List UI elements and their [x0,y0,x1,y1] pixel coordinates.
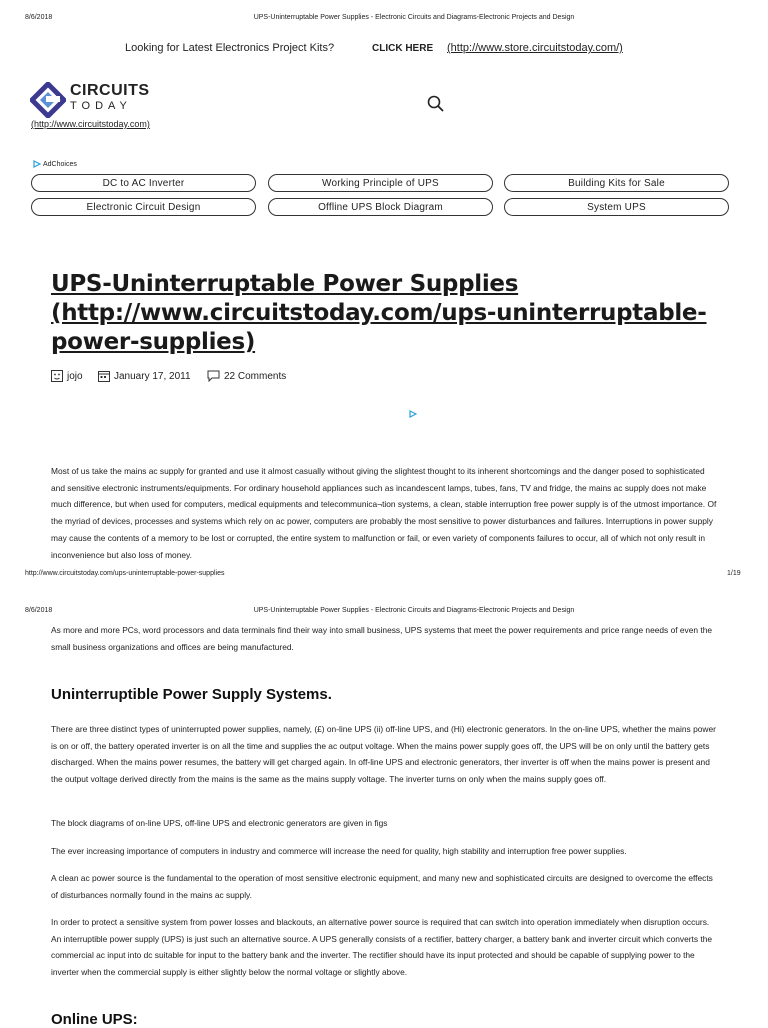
search-icon [427,95,444,112]
section-heading: Online UPS: [51,1011,138,1028]
promo-cta-link[interactable]: CLICK HERE [372,43,434,54]
comments-count[interactable]: 22 Comments [224,370,287,382]
comments-meta[interactable] [207,370,286,382]
adchoices-icon [33,160,41,168]
author-meta [51,370,83,382]
nav-pill[interactable]: System UPS [504,198,729,216]
date-meta [98,370,191,382]
nav-pill[interactable]: Building Kits for Sale [504,174,729,192]
article-title-link[interactable]: UPS-Uninterruptable Power Supplies (http://www.circuitstoday.com/ups-uninterruptable-power-supplies) [51,271,707,355]
author-name[interactable]: jojo [67,370,83,382]
nav-pill[interactable]: Working Principle of UPS [268,174,493,192]
nav-pill[interactable]: Electronic Circuit Design [31,198,256,216]
print-footer-url: http://www.circuitstoday.com/ups-uninterruptable-power-supplies [25,570,225,577]
logo-url-link[interactable]: (http://www.circuitstoday.com) [31,119,150,129]
nav-pill[interactable]: Offline UPS Block Diagram [268,198,493,216]
adchoices-icon [409,410,417,418]
adchoices-badge[interactable] [33,160,77,168]
logo-mark-icon [30,82,66,118]
paragraph: A clean ac power source is the fundamental to the operation of most sensitive electronic equipment, and many new and sophisticated circuits are designed to overcome the effects of disturbances normally found in the mains ac supply. [51,873,713,900]
logo-word: CIRCUITS [70,82,150,99]
paragraph: In order to protect a sensitive system from power losses and blackouts, an alternative power source is required that can switch into operation immediately when disruption occurs. An interruptible power supply (UPS) is just such an alternative source. A UPS generally consists of a rectifier, battery charger, a battery bank and inverter circuit which converts the commercial ac input into dc suitable for input to the battery bank and the inverter. The rectifier should have its input protected and should be capable of supplying power to the inverter when the commercial supply is either slightly below the normal voltage or slightly above. [51,917,713,978]
logo-subword: TODAY [70,100,132,112]
print-title: UPS-Uninterruptable Power Supplies - Electronic Circuits and Diagrams-Electronic Projects and Design [253,14,575,21]
nav-pill[interactable]: DC to AC Inverter [31,174,256,192]
paragraph: There are three distinct types of uninterrupted power supplies, namely, (£) on-line UPS (ii) off-line UPS, and (Hi) electronic generators. In the on-line UPS, whether the mains power is on or off, the battery operated inverter is on all the time and supplies the ac output voltage. When the mains power supply goes off, the UPS will be on only until the battery gets discharged. When the mains power resumes, the battery will get charged again. In off-line UPS and electronic generators, ther inverter is off when the mains power is present and the output voltage derived directly from the mains is the same as the mains supply voltage. The inverter turns on only when the mains supply goes off. [51,724,716,785]
paragraph: The ever increasing importance of computers in industry and commerce will increase the need for quality, high stability and interruption free power supplies. [51,846,627,856]
paragraph: The block diagrams of on-line UPS, off-line UPS and electronic generators are given in figs [51,818,388,828]
post-date: January 17, 2011 [114,370,191,382]
print-date: 8/6/2018 [25,607,53,614]
paragraph: As more and more PCs, word processors and data terminals find their way into small business, UPS systems that meet the power requirements and price range needs of even the small business organizations and offices are being manufactured. [51,625,713,652]
search-button[interactable] [427,95,444,117]
adchoices-label: AdChoices [43,160,77,168]
comment-icon [207,370,220,382]
print-page-number: 1/19 [727,570,741,577]
promo-text: Looking for Latest Electronics Project Kits? [125,42,335,54]
calendar-icon [98,370,110,382]
site-logo[interactable] [30,80,160,120]
section-heading: Uninterruptible Power Supply Systems. [51,686,332,703]
ad-slot[interactable] [409,405,417,423]
print-title: UPS-Uninterruptable Power Supplies - Electronic Circuits and Diagrams-Electronic Projects and Design [253,607,575,614]
print-date: 8/6/2018 [25,14,53,21]
promo-url-link[interactable]: (http://www.store.circuitstoday.com/) [447,42,623,54]
user-icon [51,370,63,382]
paragraph: Most of us take the mains ac supply for granted and use it almost casually without giving the slightest thought to its inherent shortcomings and the danger posed to sophisticated and sensitive electronic instruments/equipments. For ordinary household appliances such as incandescent lamps, tubes, fans, TV and fridge, the mains ac supply does not make much difference, but when used for computers, medical equipments and telecommunica¬tion systems, a clean, stable interruption free power supply is of the utmost importance. Of the myriad of devices, processes and systems which rely on ac power, computers are probably the most sensitive to power disturbances and failures. Interruptions in power supply may cause the contents of a memory to be lost or corrupted, the entire system to malfunction or fail, or even variety of components failures to occur, all of which not only result in inconvenience but also loss of money. [51,466,717,560]
